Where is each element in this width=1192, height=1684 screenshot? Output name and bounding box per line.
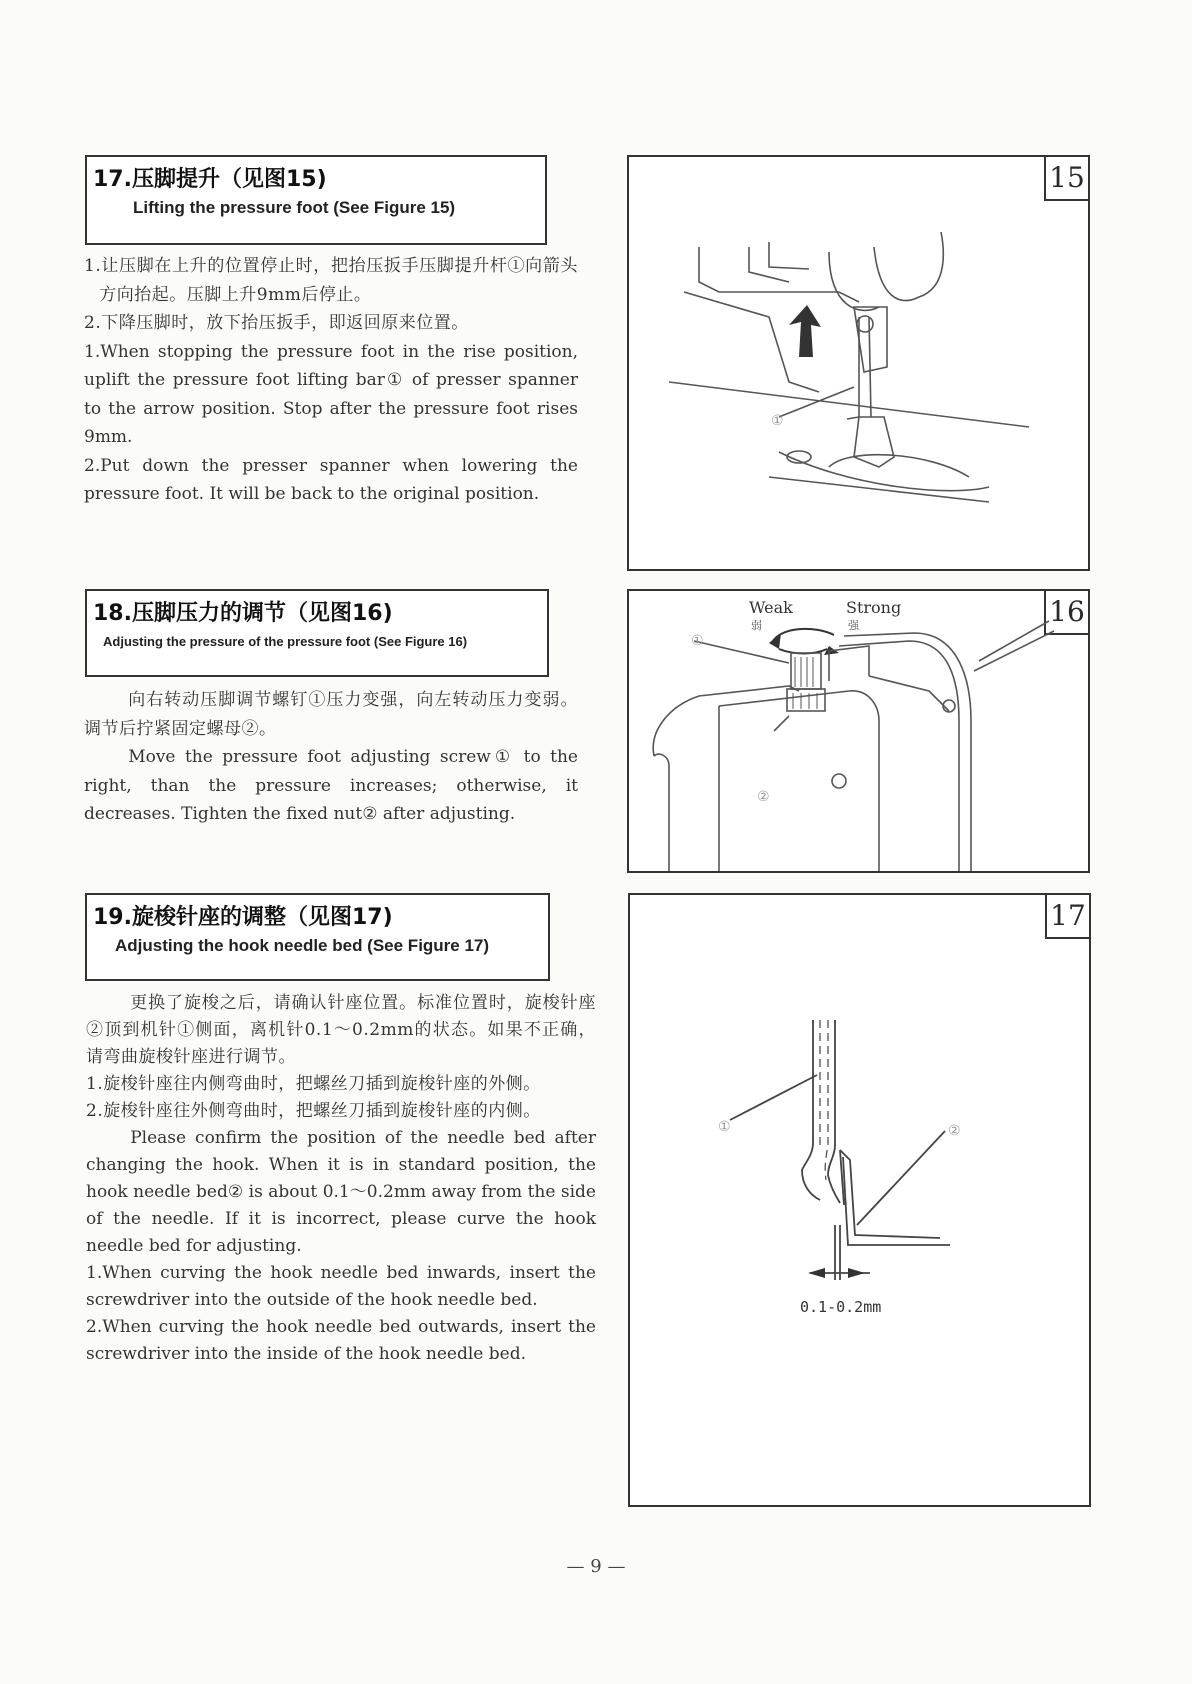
callout-1: ① — [718, 1119, 731, 1135]
rotation-arrows-icon — [772, 629, 834, 654]
callout-2: ② — [948, 1123, 961, 1139]
paragraph: 2.下降压脚时，放下抬压扳手，即返回原来位置。 — [84, 313, 469, 333]
paragraph: 1.旋梭针座往内侧弯曲时，把螺丝刀插到旋梭针座的外侧。 — [86, 1074, 541, 1094]
callout-1: ① — [691, 633, 704, 649]
section-19-subtitle: Adjusting the hook needle bed (See Figure 17) — [115, 936, 490, 955]
weak-label-zh: 弱 — [751, 619, 762, 632]
paragraph: 向右转动压脚调节螺钉①压力变强，向左转动压力变弱。调节后拧紧固定螺母②。 — [84, 690, 578, 739]
section-17-heading — [85, 155, 547, 245]
hook-needle-bed-illustration — [630, 895, 1091, 1507]
callout-2: ② — [757, 789, 770, 805]
paragraph: 2.旋梭针座往外侧弯曲时，把螺丝刀插到旋梭针座的内侧。 — [86, 1101, 541, 1121]
section-19-title: 19.旋梭针座的调整（见图17) — [93, 905, 393, 930]
paragraph: 2.Put down the presser spanner when lowering the pressure foot. It will be back to the original position. — [84, 455, 578, 504]
section-17-body — [84, 252, 578, 509]
section-18-subtitle: Adjusting the pressure of the pressure foot (See Figure 16) — [103, 634, 468, 649]
section-18-heading — [85, 589, 549, 677]
pressure-adjusting-screw-illustration — [629, 591, 1090, 873]
strong-label-zh: 强 — [848, 619, 859, 632]
paragraph: Move the pressure foot adjusting screw① to the right, than the pressure increases; otherwise, it decreases. Tighten the fixed nut② after adjusting. — [84, 747, 578, 824]
section-18-title: 18.压脚压力的调节（见图16) — [93, 601, 393, 626]
paragraph: 1.When stopping the pressure foot in the rise position, uplift the pressure foot lifting bar① of presser spanner to the arrow position. Stop after the pressure foot rises 9mm. — [84, 341, 578, 447]
figure-16 — [627, 589, 1090, 873]
figure-17 — [628, 893, 1091, 1507]
callout-1: ① — [771, 413, 784, 429]
page-number: — 9 — — [566, 1556, 626, 1577]
figure-15 — [627, 155, 1090, 571]
paragraph: Please confirm the position of the needle bed after changing the hook. When it is in standard position, the hook needle bed② is about 0.1～0.2mm away from the side of the needle. If it is incorrect, please curve the hook needle bed for adjusting. — [86, 1128, 596, 1256]
figure-number: 16 — [1044, 591, 1088, 635]
section-18-body — [84, 686, 578, 829]
pressure-foot-lift-illustration — [629, 157, 1090, 571]
figure-number: 17 — [1045, 895, 1089, 939]
section-17-subtitle: Lifting the pressure foot (See Figure 15) — [133, 198, 456, 217]
paragraph: 更换了旋梭之后，请确认针座位置。标准位置时，旋梭针座②顶到机针①侧面，离机针0.1～0.2mm的状态。如果不正确，请弯曲旋梭针座进行调节。 — [86, 993, 596, 1067]
paragraph: 2.When curving the hook needle bed outwards, insert the screwdriver into the inside of the hook needle bed. — [86, 1317, 596, 1364]
weak-label: Weak — [749, 598, 793, 617]
gap-dimension-label: 0.1-0.2mm — [800, 1298, 882, 1316]
strong-label: Strong — [846, 598, 902, 617]
figure-number: 15 — [1044, 157, 1088, 201]
paragraph: 1.When curving the hook needle bed inwards, insert the screwdriver into the outside of the hook needle bed. — [86, 1263, 596, 1310]
section-17-title: 17.压脚提升（见图15) — [93, 167, 327, 192]
lift-arrow-icon — [789, 305, 821, 357]
section-19-body — [86, 990, 596, 1368]
section-19-heading — [85, 893, 550, 981]
paragraph: 1.让压脚在上升的位置停止时，把抬压扳手压脚提升杆①向箭头方向抬起。压脚上升9mm后停止。 — [84, 256, 578, 305]
